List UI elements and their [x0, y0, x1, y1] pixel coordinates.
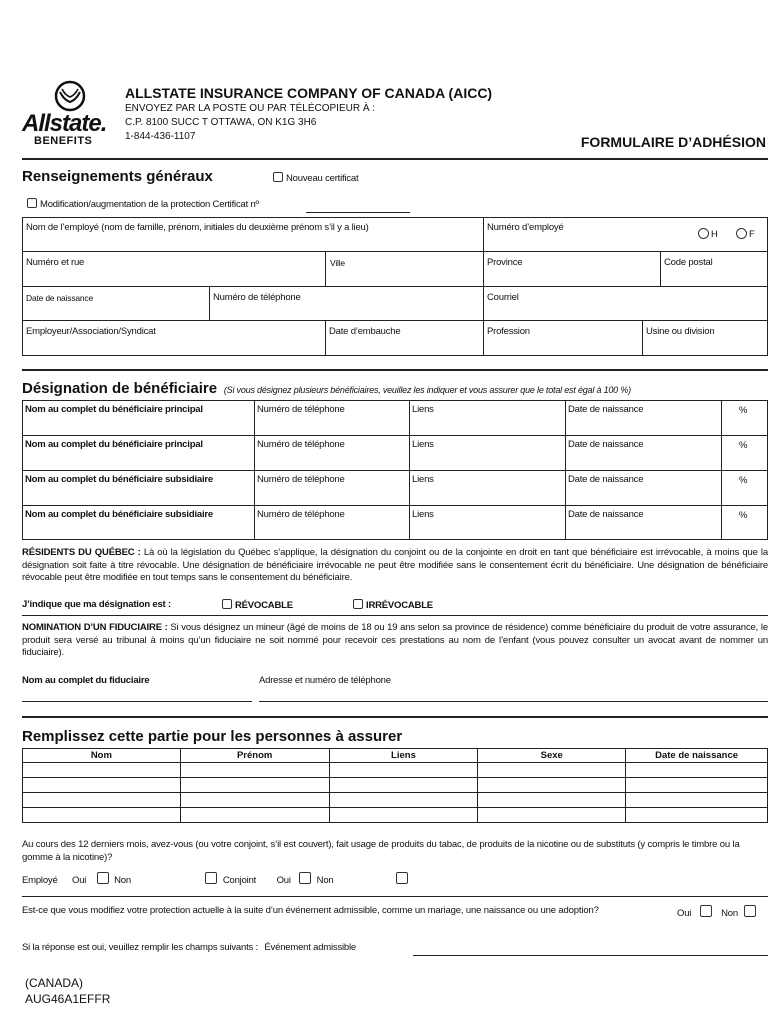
- table-row: [23, 793, 768, 808]
- beneficiary-phone-field[interactable]: Numéro de téléphone: [257, 404, 345, 415]
- phone-field[interactable]: Numéro de téléphone: [213, 292, 301, 303]
- phone-number: 1-844-436-1107: [125, 131, 196, 142]
- footer-country: (CANADA): [25, 976, 84, 990]
- tobacco-question: Au cours des 12 derniers mois, avez-vous (ou votre conjoint, s’il est couvert), fait usage de produits du tabac, de produits de la nicotine ou de substituts (y compris le timbre ou la gomme à la nicotine)?: [22, 839, 740, 863]
- employee-name-field[interactable]: Nom de l’employé (nom de famille, prénom, initiales du deuxième prénom s’il y a lieu): [26, 222, 369, 233]
- quebec-notice: RÉSIDENTS DU QUÉBEC : Là où la législation du Québec s’applique, la désignation du conjoint ou de la conjointe en droit en tant que bénéficiaire est irrévocable, à moins que la désignation soit faite à titre révocable. Une désignation de bénéficiaire irrévocable ne peut être modifiée sans le consentement écrit du bénéficiaire. Une désignation de bénéficiaire révocable peut être modifiée en tout temps sans le consentement du bénéficiaire.: [22, 547, 768, 583]
- beneficiary-name-field[interactable]: Nom au complet du bénéficiaire principal: [25, 439, 203, 450]
- event-question: Est-ce que vous modifiez votre protection actuelle à la suite d’un événement admissible, comme un mariage, une naissance ou une adoption?: [22, 905, 599, 916]
- employer-field[interactable]: Employeur/Association/Syndicat: [26, 326, 156, 337]
- profession-field[interactable]: Profession: [487, 326, 530, 337]
- beneficiary-relation-field[interactable]: Liens: [412, 404, 434, 415]
- trustee-address-label: Adresse et numéro de téléphone: [259, 675, 391, 686]
- event-field-line[interactable]: [413, 955, 768, 956]
- beneficiary-dob-field[interactable]: Date de naissance: [568, 474, 644, 485]
- modification-option[interactable]: Modification/augmentation de la protection Certificat nº: [27, 198, 259, 210]
- address-line-1: ENVOYEZ PAR LA POSTE OU PAR TÉLÉCOPIEUR À :: [125, 103, 376, 114]
- employee-number-field[interactable]: Numéro d’employé: [487, 222, 564, 233]
- event-yes-checkbox[interactable]: [700, 905, 712, 917]
- spouse-yes-checkbox[interactable]: [299, 872, 311, 884]
- address-line-2: C.P. 8100 SUCC T OTTAWA, ON K1G 3H6: [125, 117, 317, 128]
- hire-date-field[interactable]: Date d’embauche: [329, 326, 401, 337]
- footer-code: AUG46A1EFFR: [25, 992, 111, 1006]
- new-certificate-option[interactable]: Nouveau certificat: [273, 172, 358, 184]
- beneficiary-dob-field[interactable]: Date de naissance: [568, 509, 644, 520]
- designation-divider: [22, 615, 768, 616]
- trustee-name-label: Nom au complet du fiduciaire: [22, 675, 150, 686]
- table-row: [23, 778, 768, 793]
- beneficiary-name-field[interactable]: Nom au complet du bénéficiaire subsidiaire: [25, 474, 213, 485]
- col-sexe: Sexe: [478, 749, 626, 763]
- beneficiary-pct-field[interactable]: %: [739, 405, 748, 416]
- insured-header-row: [23, 749, 768, 763]
- beneficiary-pct-field[interactable]: %: [739, 475, 748, 486]
- table-row: [23, 808, 768, 823]
- beneficiary-dob-field[interactable]: Date de naissance: [568, 439, 644, 450]
- female-radio[interactable]: [736, 228, 747, 239]
- postal-code-field[interactable]: Code postal: [664, 257, 713, 268]
- city-field[interactable]: Ville: [330, 258, 345, 268]
- logo-sub: BENEFITS: [34, 135, 93, 147]
- beneficiary-dob-field[interactable]: Date de naissance: [568, 404, 644, 415]
- general-bottom-divider: [22, 369, 768, 371]
- beneficiary-name-field[interactable]: Nom au complet du bénéficiaire principal: [25, 404, 203, 415]
- irrevocable-checkbox[interactable]: [353, 599, 363, 609]
- beneficiary-relation-field[interactable]: Liens: [412, 439, 434, 450]
- insured-table: [22, 748, 768, 823]
- allstate-logo: [22, 80, 118, 150]
- beneficiary-phone-field[interactable]: Numéro de téléphone: [257, 509, 345, 520]
- table-row: [23, 763, 768, 778]
- male-radio[interactable]: [698, 228, 709, 239]
- plant-field[interactable]: Usine ou division: [646, 326, 715, 337]
- col-prenom: Prénom: [180, 749, 329, 763]
- province-field[interactable]: Province: [487, 257, 523, 268]
- hands-logo-icon: [48, 80, 92, 112]
- tobacco-divider: [22, 896, 768, 897]
- revocable-option[interactable]: RÉVOCABLE: [222, 599, 293, 611]
- trustee-name-line[interactable]: [22, 701, 252, 702]
- beneficiary-pct-field[interactable]: %: [739, 510, 748, 521]
- form-title: FORMULAIRE D’ADHÉSION: [580, 134, 766, 150]
- logo-brand: Allstate.: [22, 110, 107, 137]
- irrevocable-option[interactable]: IRRÉVOCABLE: [353, 599, 433, 611]
- event-followup: Si la réponse est oui, veuillez remplir les champs suivants : Événement admissible: [22, 942, 356, 953]
- employee-yes-checkbox[interactable]: [97, 872, 109, 884]
- col-dob: Date de naissance: [626, 749, 768, 763]
- trustee-address-line[interactable]: [259, 701, 768, 702]
- col-nom: Nom: [23, 749, 181, 763]
- event-answers: Oui Non: [677, 905, 759, 919]
- certificate-number-line[interactable]: [306, 212, 410, 213]
- company-name: ALLSTATE INSURANCE COMPANY OF CANADA (AICC): [125, 85, 493, 101]
- birth-date-field[interactable]: Date de naissance: [26, 293, 94, 303]
- trustee-bottom-divider: [22, 716, 768, 718]
- col-liens: Liens: [329, 749, 478, 763]
- gender-male-option[interactable]: H: [698, 228, 718, 240]
- beneficiary-phone-field[interactable]: Numéro de téléphone: [257, 474, 345, 485]
- header-divider: [22, 158, 768, 160]
- beneficiary-pct-field[interactable]: %: [739, 440, 748, 451]
- modification-checkbox[interactable]: [27, 198, 37, 208]
- beneficiary-relation-field[interactable]: Liens: [412, 474, 434, 485]
- beneficiary-relation-field[interactable]: Liens: [412, 509, 434, 520]
- revocable-checkbox[interactable]: [222, 599, 232, 609]
- beneficiary-phone-field[interactable]: Numéro de téléphone: [257, 439, 345, 450]
- employee-no-checkbox[interactable]: [205, 872, 217, 884]
- street-field[interactable]: Numéro et rue: [26, 257, 85, 268]
- trustee-notice: NOMINATION D’UN FIDUCIAIRE : Si vous désignez un mineur (âgé de moins de 18 ou 19 ans selon sa province de résidence) comme bénéficiaire du produit de votre assurance, le produit sera versé au tribunal à moins qu’un fiduciaire ne soit nommé pour recevoir ces prestations au nom de l’enfant (vous pouvez consulter un avocat avant de nommer un fiduciaire).: [22, 622, 768, 658]
- general-heading: Renseignements généraux: [22, 168, 213, 185]
- new-certificate-checkbox[interactable]: [273, 172, 283, 182]
- email-field[interactable]: Courriel: [487, 292, 519, 303]
- event-no-checkbox[interactable]: [744, 905, 756, 917]
- designation-label: J’indique que ma désignation est :: [22, 599, 171, 610]
- insured-heading: Remplissez cette partie pour les personnes à assurer: [22, 728, 403, 745]
- gender-female-option[interactable]: F: [736, 228, 755, 240]
- spouse-no-checkbox[interactable]: [396, 872, 408, 884]
- tobacco-answers: Employé Oui Non Conjoint Oui Non: [22, 872, 411, 886]
- beneficiary-heading: Désignation de bénéficiaire (Si vous désignez plusieurs bénéficiaires, veuillez les indiquer et vous assurer que le total est égal à 100 %): [22, 380, 631, 397]
- beneficiary-name-field[interactable]: Nom au complet du bénéficiaire subsidiaire: [25, 509, 213, 520]
